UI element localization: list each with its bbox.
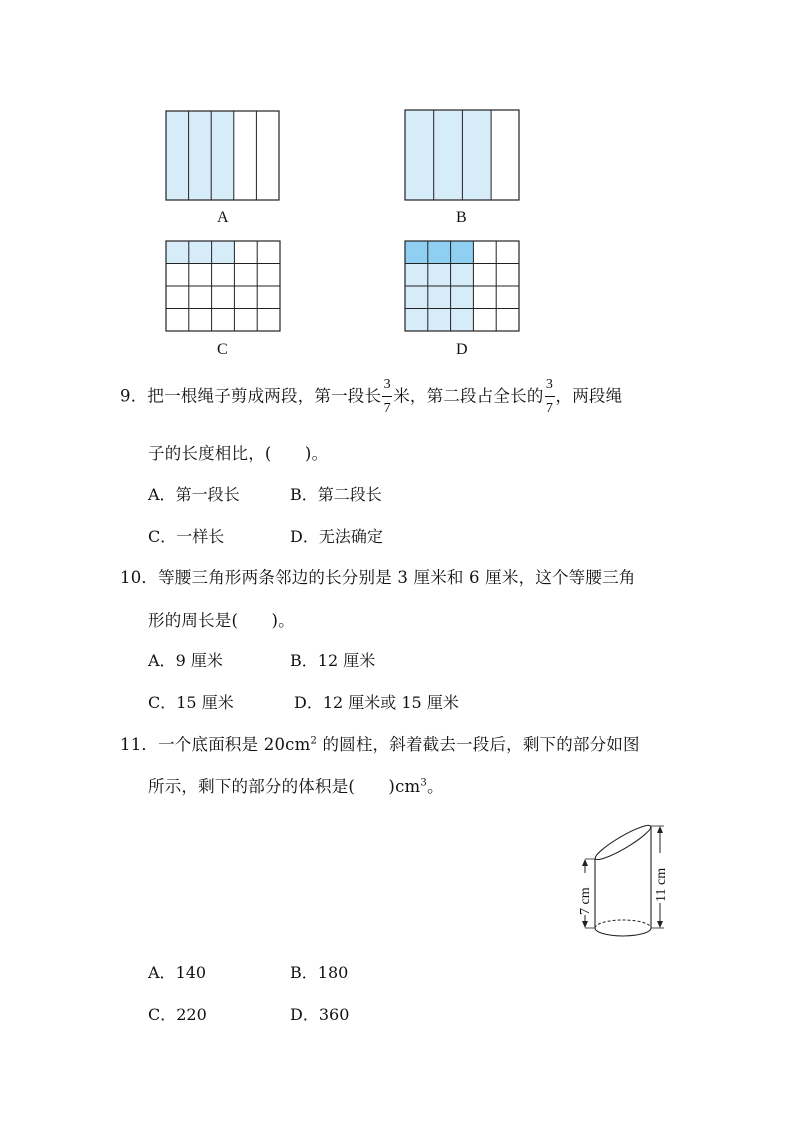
figure-a bbox=[165, 110, 281, 202]
fraction-3-7-first: $\frac{3}{7}$ bbox=[383, 377, 391, 416]
question-11-text-b: 的圆柱，斜着截去一段后，剩下的部分如图 bbox=[317, 735, 640, 754]
q9-option-d[interactable]: D．无法确定 bbox=[290, 527, 383, 546]
question-10-number: 10． bbox=[120, 568, 159, 587]
question-11-line-2 bbox=[148, 773, 444, 797]
figure-b-label: B bbox=[456, 209, 467, 226]
question-11-text-a: 一个底面积是 20cm bbox=[158, 735, 311, 754]
question-11-text-d: 。 bbox=[426, 777, 444, 796]
fraction-3-7-second: $\frac{3}{7}$ bbox=[545, 377, 554, 416]
question-10-line-2: 形的周长是( )。 bbox=[148, 611, 295, 630]
question-11-line-1 bbox=[120, 731, 640, 755]
q9-option-b[interactable]: B．第二段长 bbox=[290, 485, 382, 504]
q10-option-c[interactable]: C．15 厘米 bbox=[148, 693, 234, 712]
question-10-text-line1: 等腰三角形两条邻边的长分别是 3 厘米和 6 厘米，这个等腰三角 bbox=[158, 568, 636, 587]
question-9-text-part3: ，两段绳 bbox=[555, 386, 623, 406]
superscript-2: 2 bbox=[310, 735, 317, 747]
question-11-number: 11． bbox=[120, 735, 159, 754]
question-10-line-1 bbox=[120, 564, 635, 588]
figure-b bbox=[404, 109, 521, 202]
question-9-text-part1: 把一根绳子剪成两段，第一段长 bbox=[147, 386, 382, 406]
dimension-11cm: 11 cm bbox=[654, 867, 669, 902]
figure-d-label: D bbox=[456, 341, 468, 358]
q10-option-d[interactable]: D．12 厘米或 15 厘米 bbox=[294, 693, 459, 712]
question-9-line-2: 子的长度相比，( )。 bbox=[148, 444, 329, 463]
question-9-text-part2: 米，第二段占全长的 bbox=[393, 386, 544, 406]
q10-option-b[interactable]: B．12 厘米 bbox=[290, 651, 376, 670]
q9-option-a[interactable]: A．第一段长 bbox=[148, 485, 240, 504]
truncated-cylinder-figure bbox=[568, 818, 678, 942]
superscript-3: 3 bbox=[420, 777, 427, 789]
figure-a-label: A bbox=[217, 209, 229, 226]
figure-c-label: C bbox=[217, 341, 228, 358]
question-9-line-1 bbox=[120, 378, 622, 416]
question-9-number: 9． bbox=[120, 386, 148, 406]
q11-option-b[interactable]: B．180 bbox=[290, 963, 349, 982]
q11-option-a[interactable]: A．140 bbox=[148, 963, 207, 982]
figure-d bbox=[404, 240, 521, 333]
dimension-7cm: 7 cm bbox=[578, 887, 593, 915]
q10-option-a[interactable]: A．9 厘米 bbox=[148, 651, 223, 670]
figure-c bbox=[165, 240, 282, 333]
q11-option-c[interactable]: C．220 bbox=[148, 1005, 207, 1024]
q9-option-c[interactable]: C．一样长 bbox=[148, 527, 225, 546]
question-11-text-c: 所示，剩下的部分的体积是( )cm bbox=[148, 777, 421, 796]
q11-option-d[interactable]: D．360 bbox=[290, 1005, 350, 1024]
